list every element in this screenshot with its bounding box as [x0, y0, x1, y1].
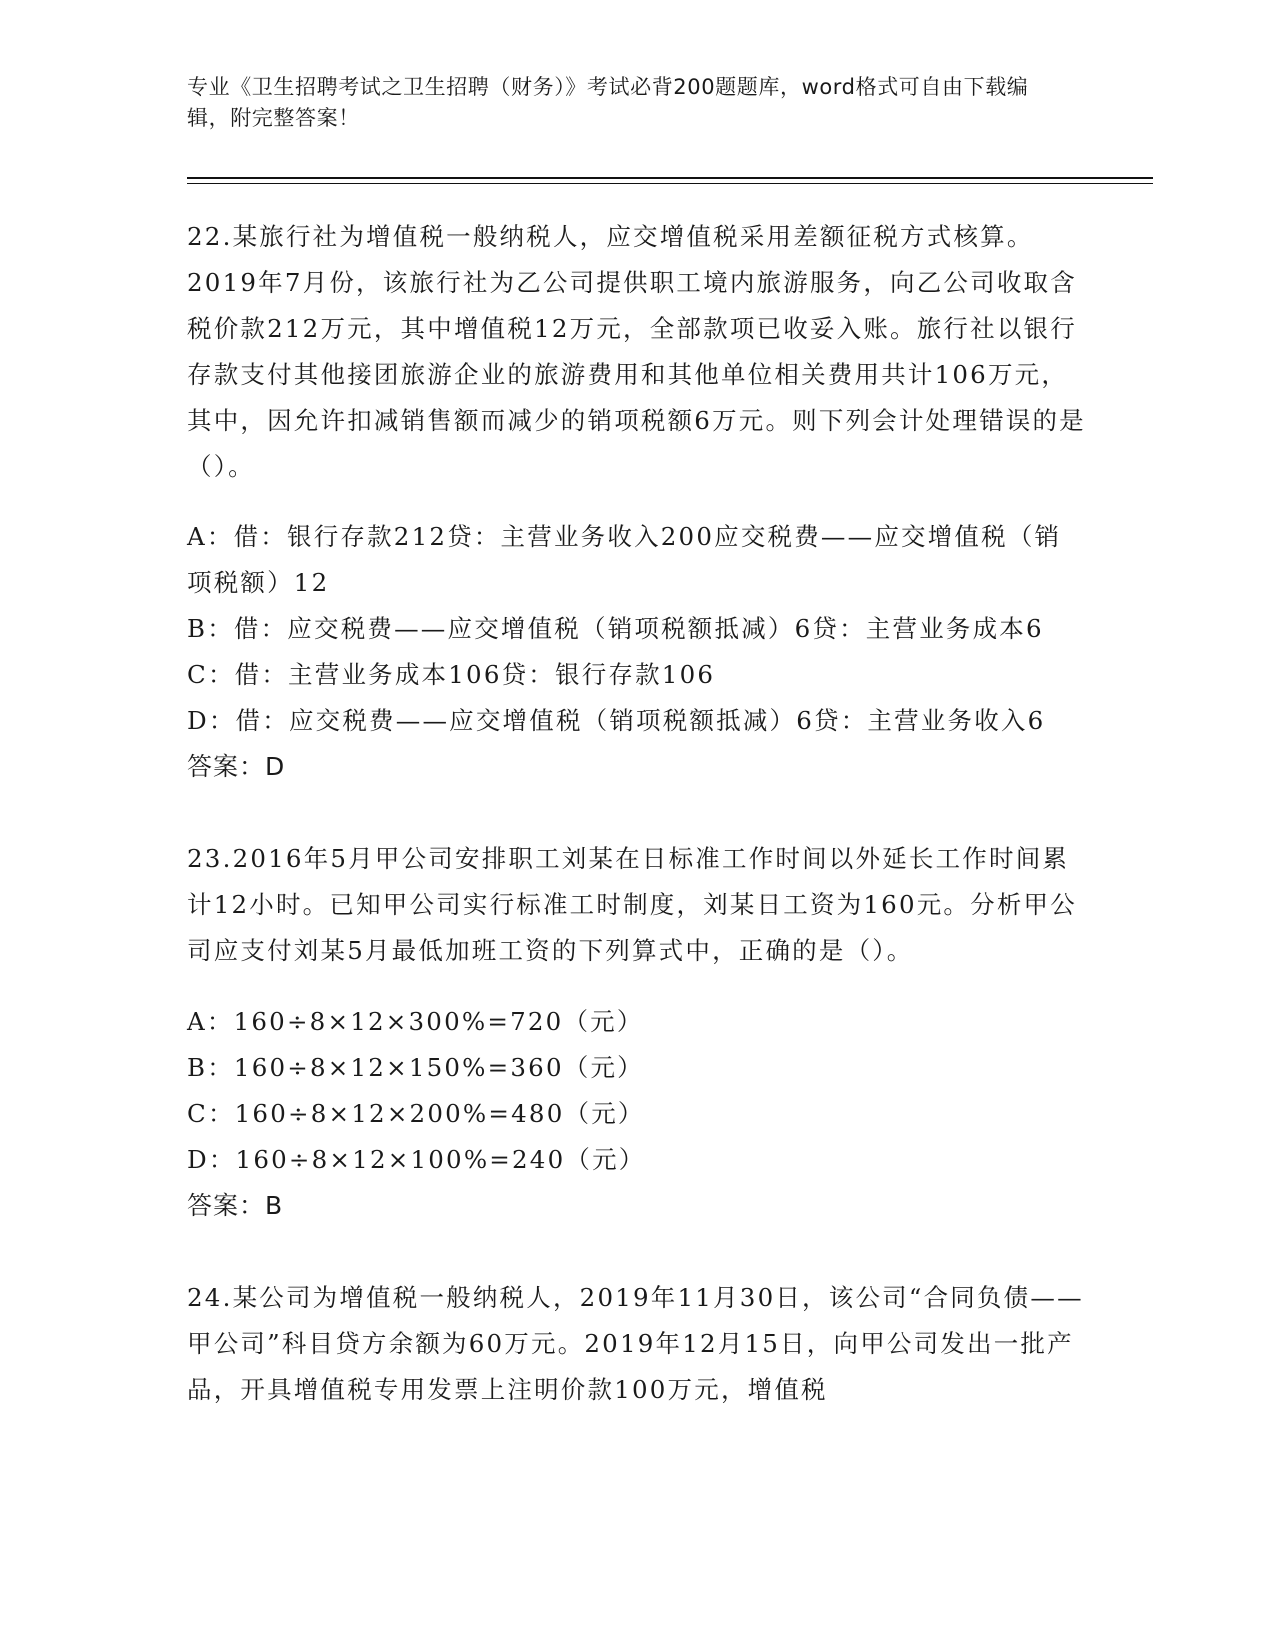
answer: 答案：D [187, 752, 286, 781]
document-body [187, 189, 1087, 1459]
document-header: 专业《卫生招聘考试之卫生招聘（财务）》考试必背200题题库，word格式可自由下载编辑，附完整答案！ [187, 75, 1029, 130]
option-d: D：借：应交税费——应交增值税（销项税额抵减）6贷：主营业务收入6 [187, 706, 1046, 735]
option-a: A：借：银行存款212贷：主营业务收入200应交税费——应交增值税（销项税额）12 [187, 522, 1062, 597]
option-c: C：160÷8×12×200%=480（元） [187, 1098, 645, 1128]
question-stem: 22.某旅行社为增值税一般纳税人，应交增值税采用差额征税方式核算。2019年7月份，该旅行社为乙公司提供职工境内旅游服务，向乙公司收取含税价款212万元，其中增值税12万元，全部款项已收妥入账。旅行社以银行存款支付其他接团旅游企业的旅游费用和其他单位相关费用共计106万元，其中，因允许扣减销售额而减少的销项税额6万元。则下列会计处理错误的是（）。 [187, 221, 1086, 481]
option-b: B：160÷8×12×150%=360（元） [187, 1052, 644, 1082]
option-b: B：借：应交税费——应交增值税（销项税额抵减）6贷：主营业务成本6 [187, 614, 1044, 643]
question-stem: 24.某公司为增值税一般纳税人，2019年11月30日，该公司“合同负债——甲公司”科目贷方余额为60万元。2019年12月15日，向甲公司发出一批产品，开具增值税专用发票上注明价款100万元，增值税 [187, 1282, 1084, 1404]
question-22 [187, 214, 1087, 791]
question-stem: 23.2016年5月甲公司安排职工刘某在日标准工作时间以外延长工作时间累计12小时。已知甲公司实行标准工时制度，刘某日工资为160元。分析甲公司应支付刘某5月最低加班工资的下列算式中，正确的是（）。 [187, 844, 1077, 965]
header-divider-thin [187, 183, 1153, 184]
question-23 [187, 836, 1087, 1229]
header-divider-thick [187, 177, 1153, 179]
answer: 答案：B [187, 1190, 284, 1220]
option-d: D：160÷8×12×100%=240（元） [187, 1144, 646, 1174]
option-c: C：借：主营业务成本106贷：银行存款106 [187, 660, 716, 689]
option-a: A：160÷8×12×300%=720（元） [187, 1006, 644, 1036]
question-24 [187, 1275, 1087, 1413]
